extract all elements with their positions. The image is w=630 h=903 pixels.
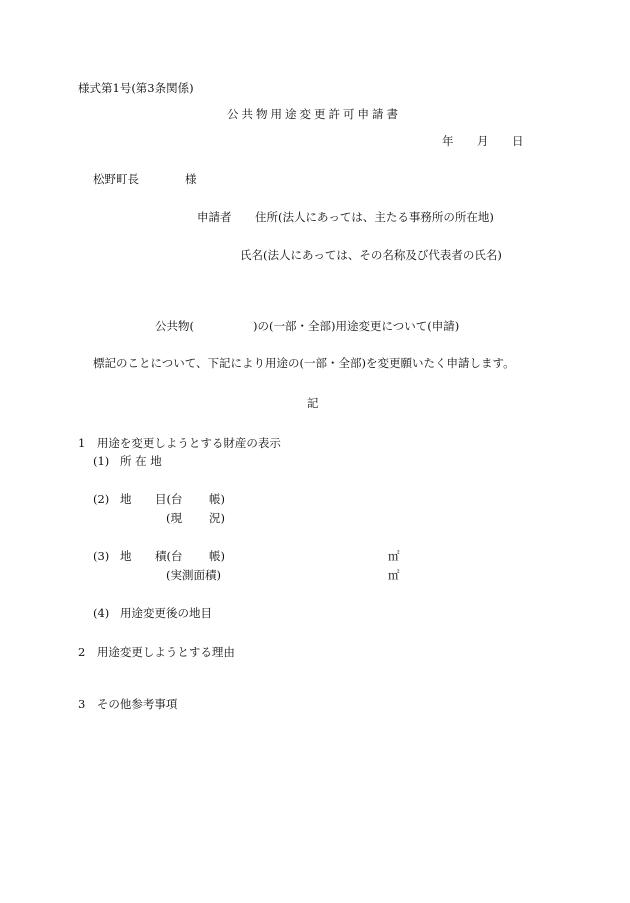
item-2-number: (2) bbox=[93, 492, 110, 506]
item-4-number: (4) bbox=[93, 606, 110, 620]
body-text: 標記のことについて、下記により用途の(一部・全部)を変更願いたく申請します。 bbox=[93, 356, 515, 370]
applicant-name: 氏名(法人にあっては、その名称及び代表者の氏名) bbox=[240, 248, 502, 262]
item-2-sub-b: 況) bbox=[209, 511, 225, 525]
document-title: 公共物用途変更許可申請書 bbox=[227, 107, 401, 121]
item-3-sub-unit: ㎡ bbox=[388, 568, 400, 582]
section-2-title: 2 用途変更しようとする理由 bbox=[78, 645, 235, 659]
item-2-label-a: 地 bbox=[120, 492, 132, 506]
subject-prefix: 公共物( bbox=[155, 319, 194, 333]
item-4-label: 用途変更後の地目 bbox=[120, 606, 212, 620]
section-3-title: 3 その他参考事項 bbox=[78, 697, 178, 711]
section-1-title: 1 用途を変更しようとする財産の表示 bbox=[78, 436, 281, 450]
addressee-name: 松野町長 bbox=[93, 172, 139, 186]
item-3-label-b: 積(台 bbox=[155, 549, 183, 563]
item-3-number: (3) bbox=[93, 549, 110, 563]
item-3-sub: (実測面積) bbox=[166, 568, 221, 582]
addressee-honorific: 様 bbox=[185, 172, 197, 186]
item-3-label-a: 地 bbox=[120, 549, 132, 563]
item-2-sub-a: (現 bbox=[166, 511, 182, 525]
subject-suffix: )の(一部・全部)用途変更について(申請) bbox=[253, 319, 460, 333]
item-1-number: (1) bbox=[93, 454, 110, 468]
date-day: 日 bbox=[512, 134, 524, 148]
date-year: 年 bbox=[442, 134, 454, 148]
item-2-label-c: 帳) bbox=[209, 492, 225, 506]
item-2-label-b: 目(台 bbox=[155, 492, 183, 506]
ki-label: 記 bbox=[307, 396, 319, 410]
applicant-address: 住所(法人にあっては、主たる事務所の所在地) bbox=[255, 210, 494, 224]
item-1-label: 所 在 地 bbox=[120, 454, 162, 468]
item-3-label-c: 帳) bbox=[209, 549, 225, 563]
date-month: 月 bbox=[477, 134, 489, 148]
item-3-unit: ㎡ bbox=[388, 549, 400, 563]
applicant-label: 申請者 bbox=[197, 210, 232, 224]
form-number: 様式第1号(第3条関係) bbox=[78, 81, 194, 95]
